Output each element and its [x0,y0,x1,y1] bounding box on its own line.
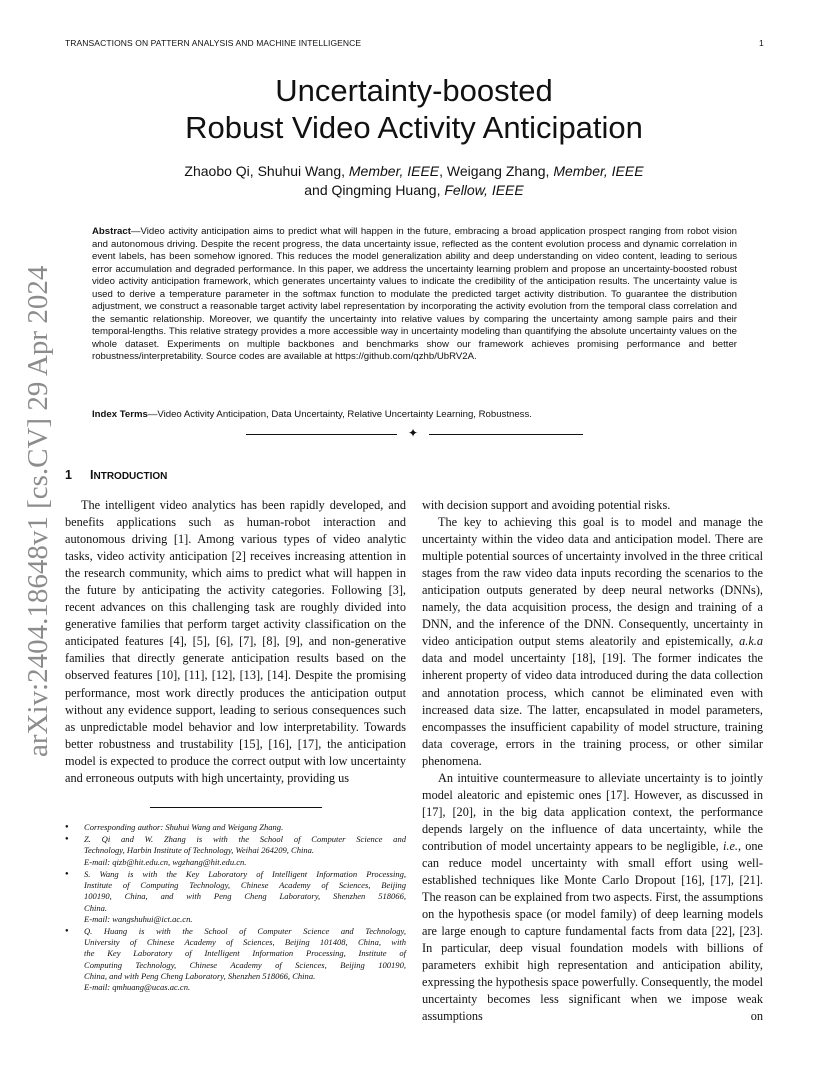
paragraph-text: , one can reduce model uncertainty with small effort using well-established techniques like Monte Carlo Dropout [16], [17], [21]. The reason can be explained from two aspects. First, the assumptions on the hypothesis space (or model family) of deep learning models are large enough to capture fundamental facts from data [22], [23]. In particular, deep visual foundation models with billions of parameters exhibit high representation and anticipation ability, expressing the hypothesis space powerfully. Consequently, the model uncertainty becomes less significant when we impose weak assumptions on [422,838,764,1024]
author-names-2: , Weigang Zhang, [439,163,554,179]
footnote-line: ● Q. Huang is with the School of Computer Science and Technology, [84,925,406,936]
footnote-line: ● S. Wang is with the Key Laboratory of Intelligent Information Processing, [84,868,406,879]
abstract-text: —Video activity anticipation aims to predict what will happen in the future, embracing a broad application prospect ranging from robot vision and autonomous driving. Despite the recent progress, the data uncertainty issue, reflected as the content evolution process and dynamic correlation in event labels, has been somehow ignored. This reduces the model generalization ability and deep understanding on video content, leading to serious error accumulation and degraded performance. In this paper, we address the uncertainty learning problem and propose an uncertainty-boosted robust video activity anticipation framework, which generates uncertainty values to indicate the credibility of the anticipation results. The uncertainty value is used to derive a temperature parameter in the softmax function to modulate the predicted target activity distribution. To guarantee the distribution adjustment, we construct a reasonable target activity label representation by incorporating the activity evolution from the temporal class correlation and the semantic relationship. Moreover, we quantify the uncertainty into relative values by comparing the uncertainty among sample pairs and their temporal-lengths. This relative strategy provides a more accessible way in uncertainty modeling than quantifying the absolute uncertainty values on the whole dataset. Experiments on multiple backbones and benchmarks show our framework achieves promising performance and better robustness/interpretability. Source codes are available at https://github.com/qzhb/UbRV2A. [92,226,737,363]
title-line-1: Uncertainty-boosted [275,73,553,108]
right-column [422,497,763,1025]
divider-right-rule [429,434,583,435]
paragraph [422,770,763,1026]
author-list [80,162,748,200]
footnote-line: Institute of Computing Technology, Chinese Academy of Sciences, Beijing [84,880,406,891]
footnote-line: ● Corresponding author: Shuhui Wang and Weigang Zhang. [84,822,284,832]
divider-star-ornament: ✦ [407,426,419,440]
footnote-line: 100190, China, and with Peng Cheng Laboratory, Shenzhen 518066, [84,891,406,902]
section-number: 1 [65,468,72,482]
page-number: 1 [759,38,764,48]
index-terms-text: —Video Activity Anticipation, Data Uncertainty, Relative Uncertainty Learning, Robustness. [147,409,532,420]
footnote-line: China. [84,902,108,913]
paragraph-italic: i.e. [722,838,738,853]
footnote-line: E-mail: qizb@hit.edu.cn, wgzhang@hit.edu.cn. [84,856,247,867]
paragraph-text: The key to achieving this goal is to model and manage the uncertainty within the video data and anticipation model. There are multiple potential sources of uncertainty involved in the three critical stages from the raw video data inputs recording the scenarios to the anticipation outputs generated by deep neural networks (DNNs), namely, the data acquisition process, the design and training of a DNN, and the inference of the DNN. Consequently, uncertainty in video anticipation output stems aleatorily and epistemically, [422,515,763,649]
paragraph-text: An intuitive countermeasure to alleviate uncertainty is to jointly model aleatoric and epistemic ones [17]. However, as discussed in [17], [20], in the big data application context, the performance depends largely on the influence of data uncertainty, while the contribution of model uncertainty appears to be negligible, [422,770,763,853]
paragraph: The intelligent video analytics has been rapidly developed, and benefits applications such as human-robot interaction and autonomous driving [1]. Among various types of video analytic tasks, video activity anticipation [2] receives increasing attention in the research community, which aims to predict what will happen in the future by anticipating the activity categories. Following [3], recent advances on this challenging task are roughly divided into generative families that perform target activity classification on the anticipated features [4], [5], [6], [7], [8], [9], and non-generative families that directly generate anticipation results based on the observed features [10], [11], [12], [13], [14]. Despite the promising performance, most work directly produces the anticipation output without any evidence support, leading to serious consequences such as unpredictable model behavior and low interpretability. Towards better robustness and trustability [15], [16], [17], the anticipation model is expected to produce the correct output with low uncertainty and erroneous outputs with high uncertainty, providing us [65,498,406,785]
footnote-rule [150,807,322,808]
author-role-2: Member, IEEE [553,163,644,179]
abstract-label: Abstract [92,226,131,237]
footnote-huang [65,926,406,993]
paragraph [422,514,763,770]
index-terms [92,409,737,422]
author-names-3: and Qingming Huang, [304,182,445,198]
title-line-2: Robust Video Activity Anticipation [185,110,643,145]
footnote-line: University of Chinese Academy of Sciences, Beijing 101408, China, with [84,937,406,948]
index-terms-label: Index Terms [92,409,148,420]
footnote-line: E-mail: wangshuhui@ict.ac.cn. [84,913,193,924]
footnote-line: Computing Technology, Chinese Academy of Sciences, Beijing 100190, [84,959,406,970]
abstract [92,226,737,364]
footnote-line: China, and with Peng Cheng Laboratory, Shenzhen 518066, China. [84,970,316,981]
paper-title [80,72,748,146]
footnote-line: the Key Laboratory of Intelligent Information Processing, Institute of [84,948,406,959]
paragraph: with decision support and avoiding potential risks. [422,498,671,512]
author-role-1: Member, IEEE [348,163,440,179]
running-header: TRANSACTIONS ON PATTERN ANALYSIS AND MACHINE INTELLIGENCE [65,38,362,48]
paragraph-text: data and model uncertainty [18], [19]. The former indicates the inherent property of video data introduced during the data collection and annotation process, which cannot be eliminated even with increased data size. The latter, encapsulated in model parameters, encompasses the insufficient capability of model structure, training data coverage, errors in the training process, or other similar phenomena. [422,651,763,768]
footnotes [65,822,406,994]
arxiv-stamp: arXiv:2404.18648v1 [cs.CV] 29 Apr 2024 [22,265,54,757]
section-title-rest: NTRODUCTION [93,471,168,482]
footnote-qi-zhang [65,834,406,868]
footnote-line: Technology, Harbin Institute of Technology, Weihai 264209, China. [84,845,315,856]
paragraph-italic: a.k.a [739,634,763,649]
footnote-line: E-mail: qmhuang@ucas.ac.cn. [84,982,191,993]
footnote-line: ● Z. Qi and W. Zhang is with the School of Computer Science and [84,834,406,845]
section-title-initial: I [90,468,94,482]
section-heading-introduction [65,468,167,482]
divider-left-rule [246,434,397,435]
left-column [65,497,406,787]
author-role-3: Fellow, IEEE [444,182,524,198]
author-names-1: Zhaobo Qi, Shuhui Wang, [184,163,349,179]
footnote-corresponding [65,822,406,833]
footnote-wang [65,869,406,925]
